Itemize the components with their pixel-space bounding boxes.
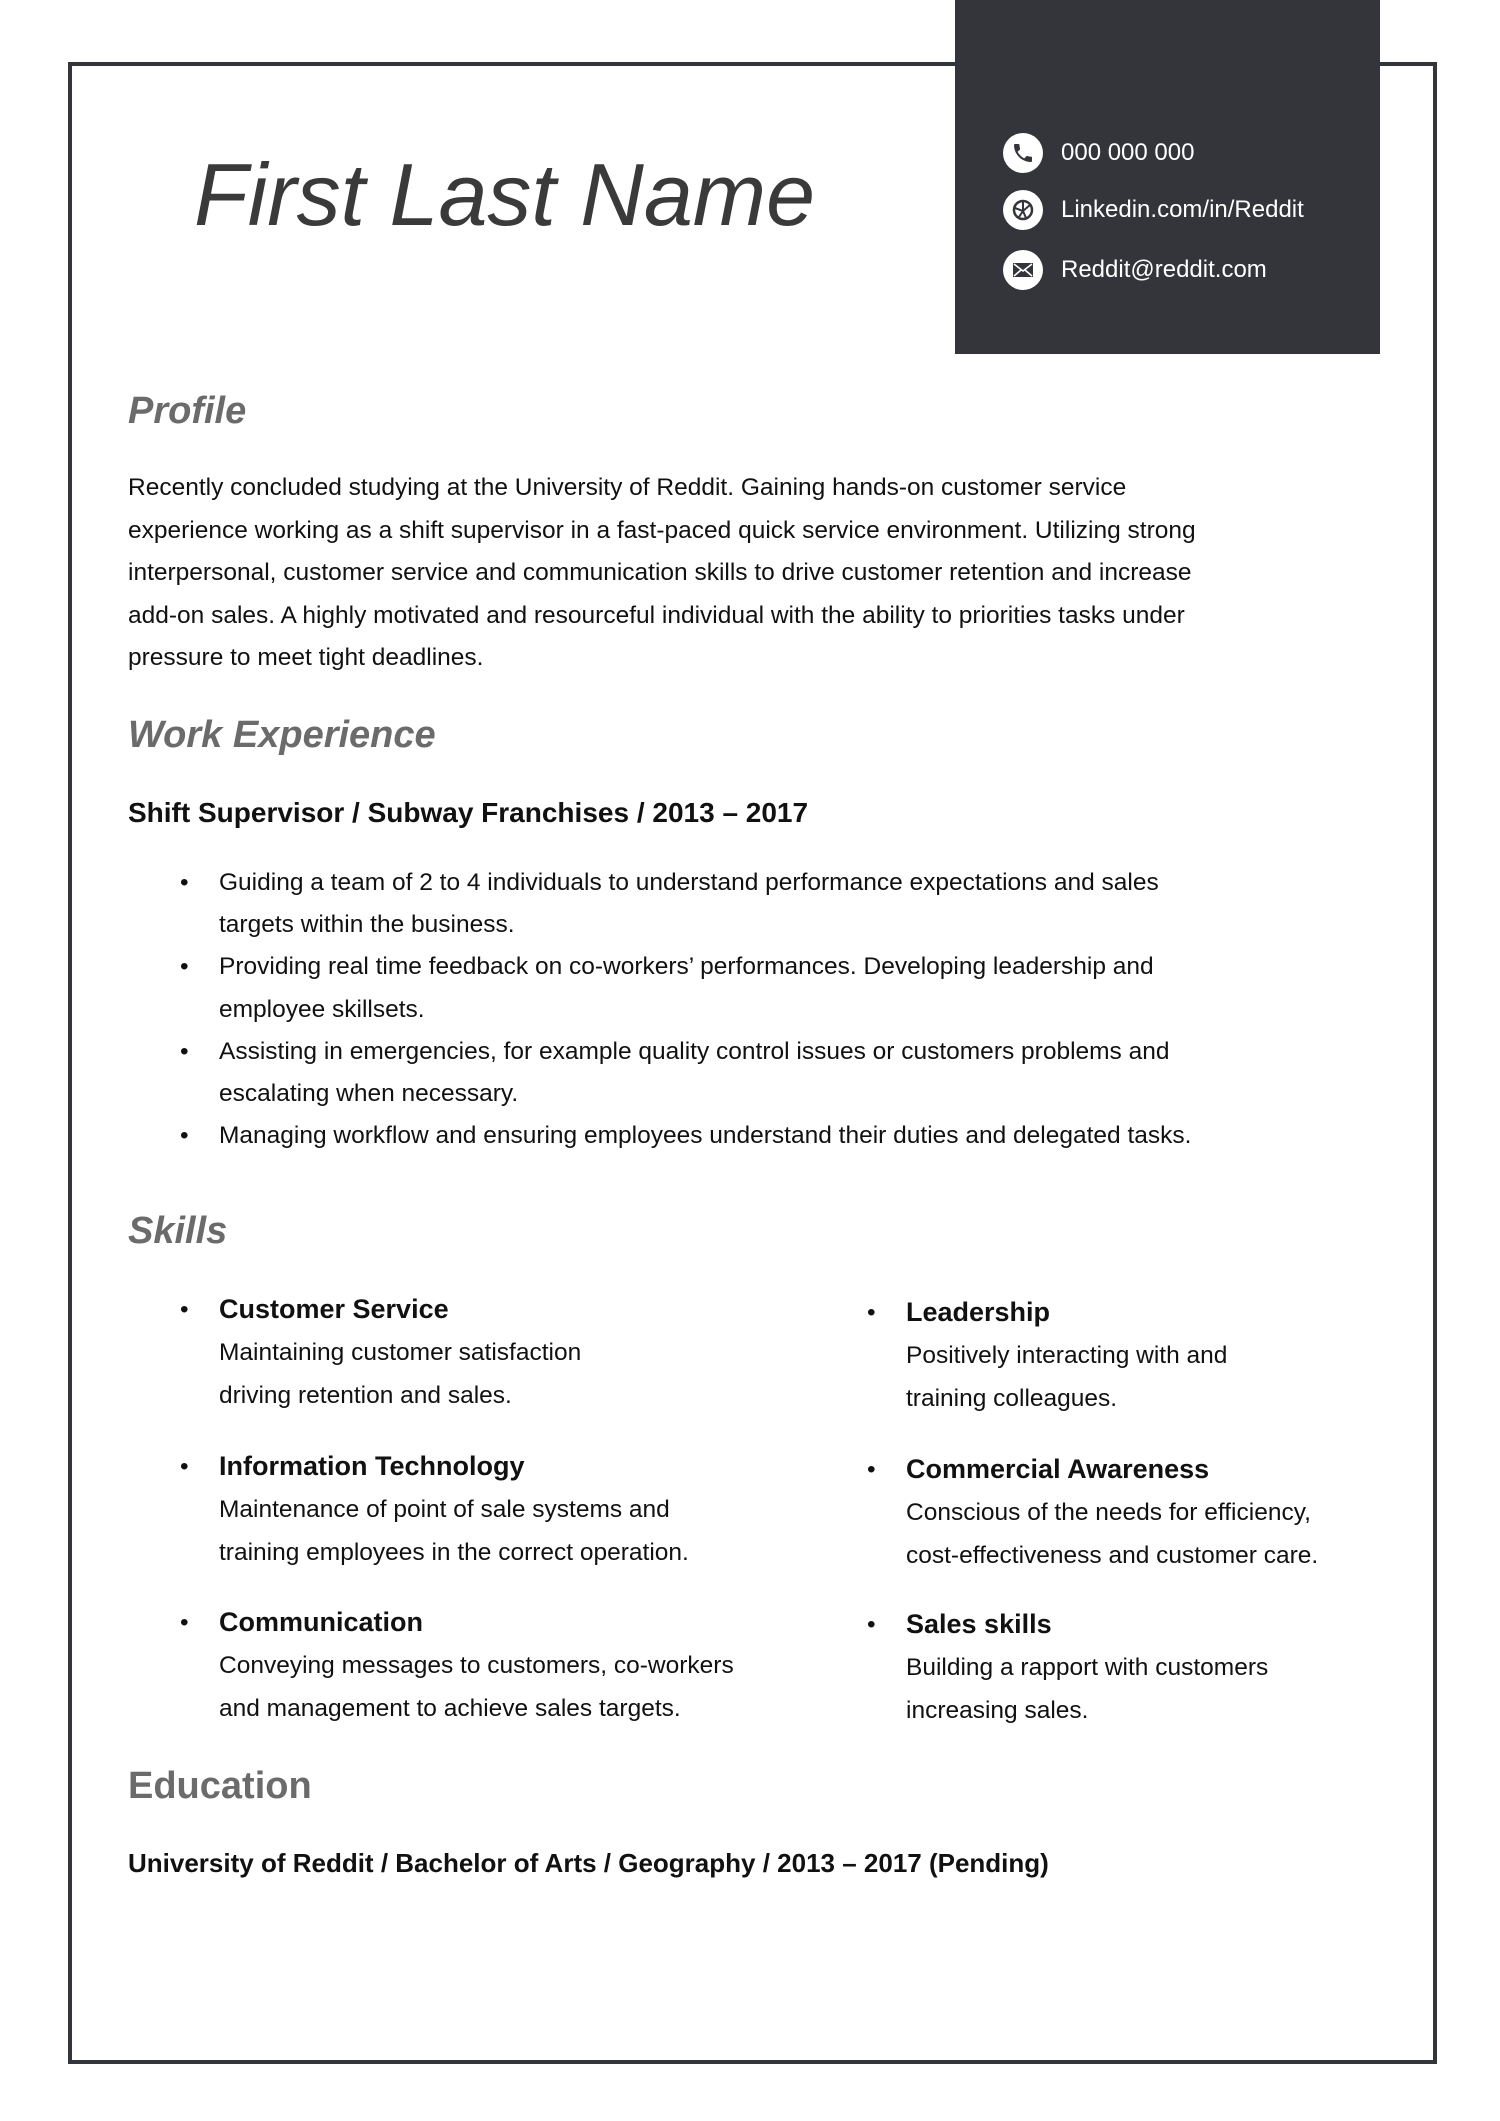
skill-item — [180, 1445, 689, 1574]
job-bullets — [180, 862, 1191, 1157]
profile-heading: Profile — [128, 390, 247, 432]
profile-line: pressure to meet tight deadlines. — [128, 644, 484, 671]
bullet: • — [867, 1611, 876, 1638]
list-item — [180, 862, 1191, 946]
work-heading: Work Experience — [128, 714, 436, 756]
contact-email[interactable] — [1003, 250, 1267, 290]
bullet: • — [180, 1609, 189, 1636]
skill-desc: Building a rapport with customers — [906, 1654, 1269, 1681]
bullet: • — [867, 1456, 876, 1483]
bullet: • — [180, 953, 189, 981]
skill-desc: training employees in the correct operation. — [219, 1539, 689, 1566]
skill-desc: Conscious of the needs for efficiency, — [906, 1499, 1311, 1526]
skill-desc: training colleagues. — [906, 1385, 1118, 1412]
skill-item — [180, 1601, 734, 1730]
phone-text: 000 000 000 — [1061, 139, 1195, 166]
skill-title: Sales skills — [906, 1609, 1052, 1639]
bullet: • — [180, 1122, 189, 1150]
bullet-line: employee skillsets. — [219, 995, 425, 1023]
bullet-line: Managing workflow and ensuring employees understand their duties and delegated tasks. — [219, 1122, 1192, 1150]
skill-desc: Maintenance of point of sale systems and — [219, 1496, 670, 1523]
skill-desc: Conveying messages to customers, co-workers — [219, 1652, 734, 1679]
profile-line: interpersonal, customer service and communication skills to drive customer retention and increase — [128, 559, 1192, 586]
skill-title: Commercial Awareness — [906, 1454, 1210, 1484]
skill-title: Communication — [219, 1607, 424, 1637]
bullet: • — [180, 1037, 189, 1065]
profile-line: Recently concluded studying at the University of Reddit. Gaining hands-on customer service — [128, 474, 1127, 501]
skill-title: Leadership — [906, 1297, 1051, 1327]
bullet-line: Guiding a team of 2 to 4 individuals to understand performance expectations and sales — [219, 869, 1159, 896]
skill-desc: and management to achieve sales targets. — [219, 1695, 681, 1722]
bullet-line: escalating when necessary. — [219, 1080, 519, 1108]
skills-heading: Skills — [128, 1210, 228, 1252]
contact-phone — [1003, 133, 1194, 173]
skill-desc: Positively interacting with and — [906, 1342, 1228, 1369]
skill-desc: Maintaining customer satisfaction — [219, 1339, 582, 1366]
skill-desc: driving retention and sales. — [219, 1382, 512, 1409]
bullet-line: Providing real time feedback on co-workers’ performances. Developing leadership and — [219, 953, 1154, 981]
list-item — [180, 946, 1191, 1030]
contact-linkedin[interactable] — [1003, 190, 1304, 230]
bullet-line: Assisting in emergencies, for example quality control issues or customers problems and — [219, 1037, 1170, 1065]
phone-icon — [1003, 133, 1043, 173]
skill-desc: increasing sales. — [906, 1697, 1089, 1724]
skill-desc: cost-effectiveness and customer care. — [906, 1542, 1319, 1569]
skill-item — [867, 1291, 1227, 1420]
email-link[interactable]: Reddit@reddit.com — [1061, 256, 1267, 283]
education-heading: Education — [128, 1765, 312, 1807]
bullet: • — [180, 1296, 189, 1323]
education-entry: University of Reddit / Bachelor of Arts / Geography / 2013 – 2017 (Pending) — [128, 1848, 1049, 1878]
profile-text — [128, 467, 1196, 680]
linkedin-link[interactable]: Linkedin.com/in/Reddit — [1061, 196, 1304, 223]
bullet: • — [180, 869, 189, 896]
skill-item — [867, 1603, 1268, 1732]
profile-line: add-on sales. A highly motivated and resourceful individual with the ability to priorities tasks under — [128, 601, 1185, 629]
bullet-line: targets within the business. — [219, 911, 515, 939]
envelope-icon — [1003, 250, 1043, 290]
job-title: Shift Supervisor / Subway Franchises / 2013 – 2017 — [128, 797, 809, 828]
skill-title: Information Technology — [219, 1451, 525, 1481]
bullet: • — [867, 1299, 876, 1326]
list-item — [180, 1031, 1191, 1115]
contact-panel — [955, 0, 1380, 354]
globe-icon — [1003, 190, 1043, 230]
skill-item — [867, 1448, 1318, 1577]
skill-item — [180, 1288, 581, 1417]
profile-line: experience working as a shift supervisor in a fast-paced quick service environment. Utilizing strong — [128, 516, 1196, 544]
list-item — [180, 1115, 1191, 1157]
skill-title: Customer Service — [219, 1294, 449, 1324]
candidate-name: First Last Name — [194, 145, 816, 244]
bullet: • — [180, 1453, 189, 1480]
